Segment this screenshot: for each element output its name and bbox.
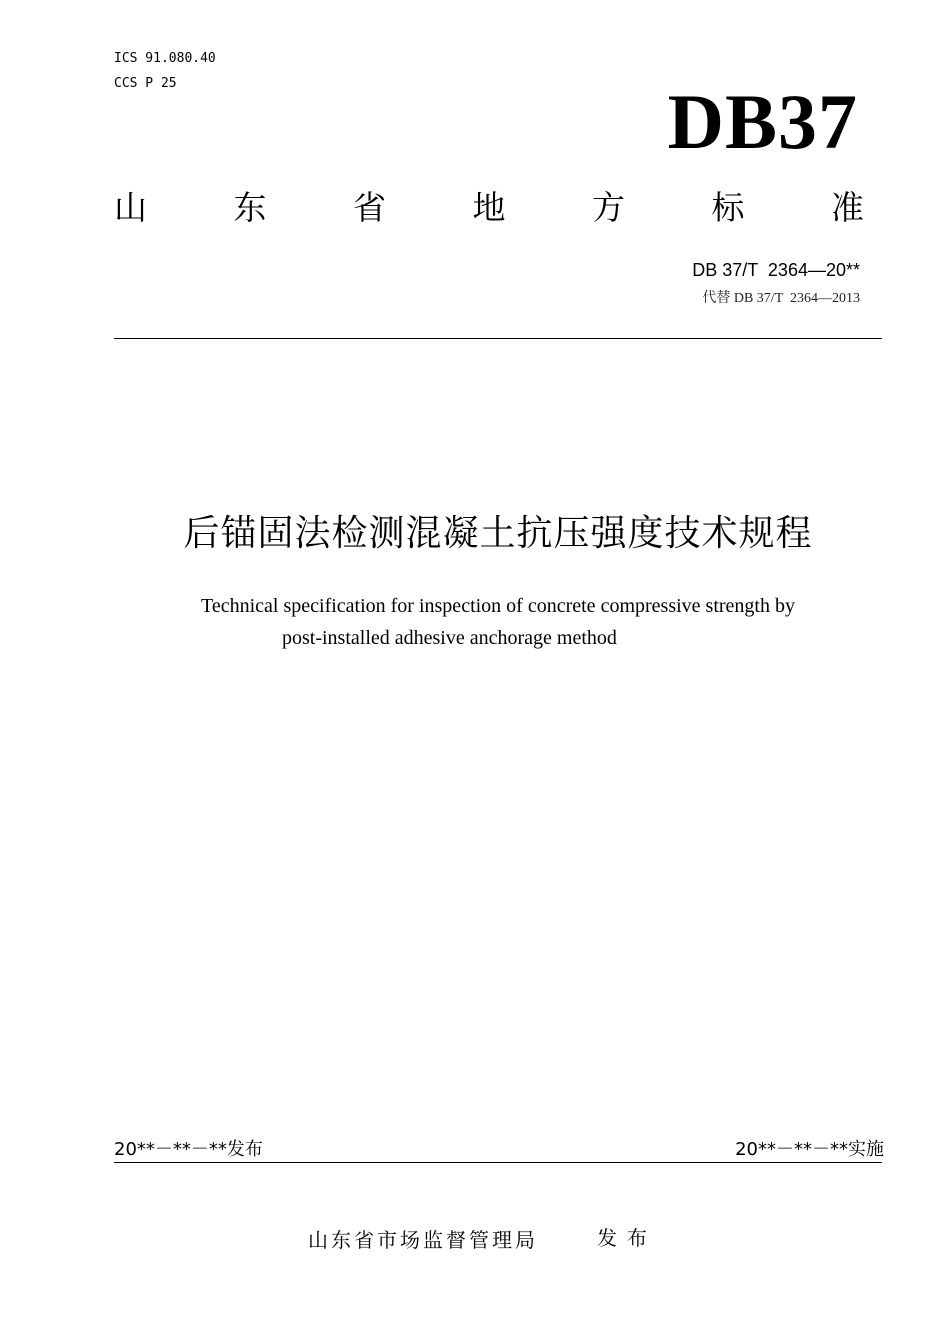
ics-code: ICS 91.080.40 — [114, 51, 216, 66]
replaced-standard: 代替 DB 37/T 2364—2013 — [702, 291, 860, 306]
implementation-date: 20**－**－**实施 — [735, 1139, 884, 1160]
issue-date: 20**－**－**发布 — [114, 1139, 263, 1160]
standard-logo: DB37 — [667, 78, 858, 165]
standard-type-char: 省 — [353, 188, 386, 227]
header-divider — [114, 338, 882, 339]
standard-type-char: 标 — [711, 188, 745, 227]
standard-type-char: 地 — [472, 188, 506, 227]
standard-type-char: 东 — [233, 188, 267, 227]
footer-divider — [114, 1162, 882, 1163]
standard-number: DB 37/T 2364—20** — [692, 260, 860, 280]
ccs-code: CCS P 25 — [114, 76, 177, 91]
standard-type-heading — [114, 186, 864, 230]
standard-type-char: 山 — [114, 188, 147, 227]
document-title-english-line1: Technical specification for inspection of concrete compressive strength by — [201, 595, 795, 617]
document-title-chinese: 后锚固法检测混凝土抗压强度技术规程 — [183, 513, 813, 554]
standard-type-char: 准 — [831, 188, 864, 227]
publisher-name: 山东省市场监督管理局 — [308, 1228, 538, 1252]
document-title-english-line2: post-installed adhesive anchorage method — [282, 627, 617, 649]
standard-type-char: 方 — [592, 188, 625, 227]
publish-label: 发布 — [597, 1226, 657, 1250]
